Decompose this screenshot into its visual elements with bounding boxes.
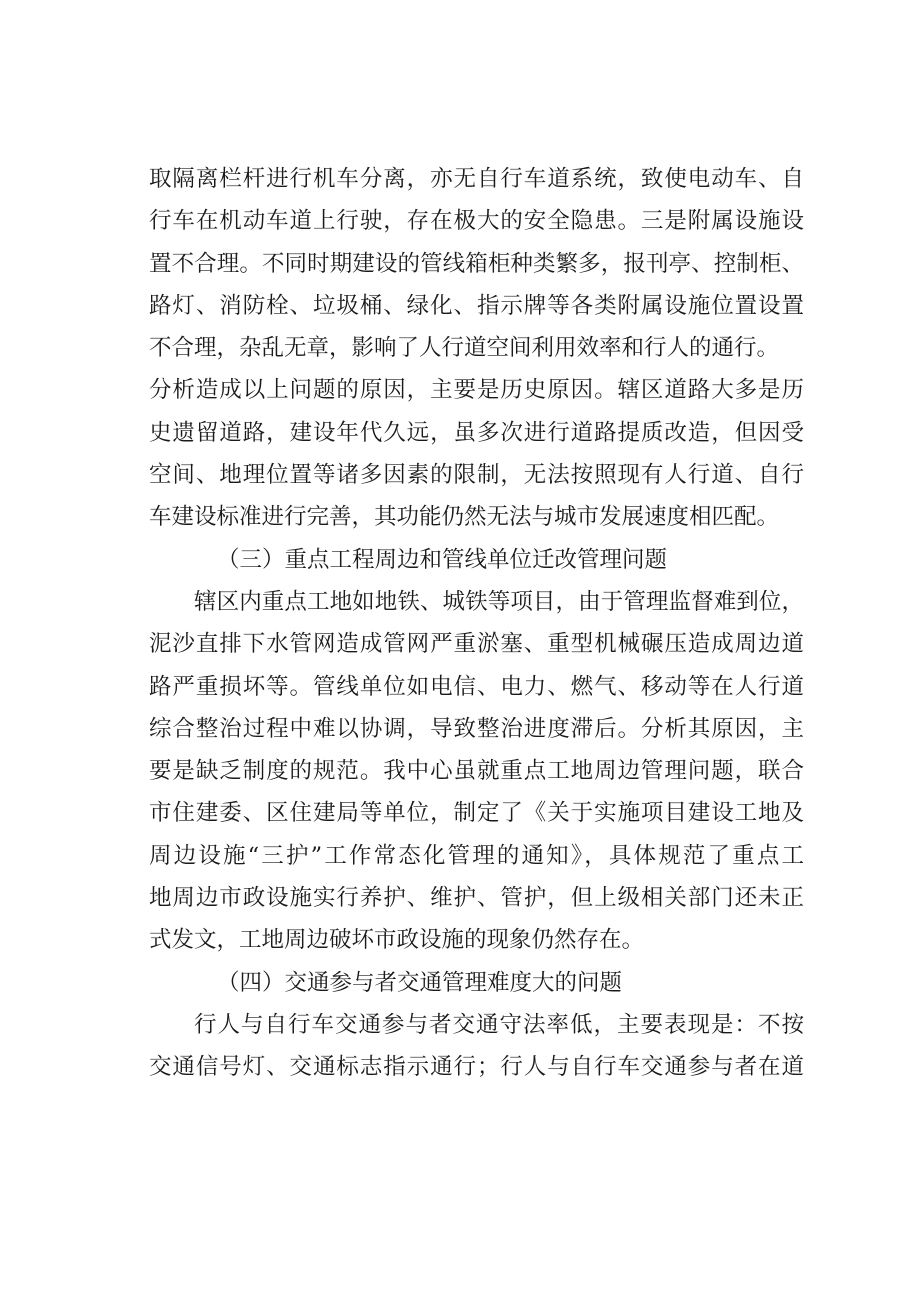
section-heading-4: （四）交通参与者交通管理难度大的问题: [217, 969, 623, 996]
text-line: 分析造成以上问题的原因，主要是历史原因。辖区道路大多是历: [149, 377, 804, 404]
text-line: 路严重损坏等。管线单位如电信、电力、燃气、移动等在人行道: [149, 673, 804, 700]
text-line: 综合整治过程中难以协调，导致整治进度滞后。分析其原因，主: [149, 715, 804, 742]
text-line: 市住建委、区住建局等单位，制定了《关于实施项目建设工地及: [149, 800, 804, 827]
text-line: 行车在机动车道上行驶，存在极大的安全隐患。三是附属设施设: [149, 208, 804, 235]
text-line: 泥沙直排下水管网造成管网严重淤塞、重型机械碾压造成周边道: [149, 631, 804, 658]
text-line: 地周边市政设施实行养护、维护、管护，但上级相关部门还未正: [149, 885, 804, 912]
section-heading-3: （三）重点工程周边和管线单位迁改管理问题: [217, 546, 668, 573]
text-line: 路灯、消防栓、垃圾桶、绿化、指示牌等各类附属设施位置设置: [149, 292, 804, 319]
text-line: 取隔离栏杆进行机车分离，亦无自行车道系统，致使电动车、自: [149, 166, 804, 192]
text-line: 辖区内重点工地如地铁、城铁等项目，由于管理监督难到位，: [194, 588, 804, 615]
text-line: 空间、地理位置等诸多因素的限制，无法按照现有人行道、自行: [149, 462, 804, 489]
text-line: 车建设标准进行完善，其功能仍然无法与城市发展速度相匹配。: [149, 504, 780, 531]
text-line: 不合理，杂乱无章，影响了人行道空间利用效率和行人的通行。: [149, 335, 780, 362]
text-line: 史遗留道路，建设年代久远，虽多次进行道路提质改造，但因受: [149, 419, 804, 446]
text-line: 周边设施“三护”工作常态化管理的通知》，具体规范了重点工: [149, 842, 804, 869]
text-line: 式发文，工地周边破坏市政设施的现象仍然存在。: [149, 927, 645, 954]
text-line: 交通信号灯、交通标志指示通行；行人与自行车交通参与者在道: [149, 1054, 804, 1081]
text-line: 要是缺乏制度的规范。我中心虽就重点工地周边管理问题，联合: [149, 758, 804, 785]
document-body: [149, 158, 804, 1089]
text-line: 置不合理。不同时期建设的管线箱柜种类繁多，报刊亭、控制柜、: [149, 250, 804, 277]
text-line: 行人与自行车交通参与者交通守法率低，主要表现是：不按: [194, 1011, 804, 1038]
